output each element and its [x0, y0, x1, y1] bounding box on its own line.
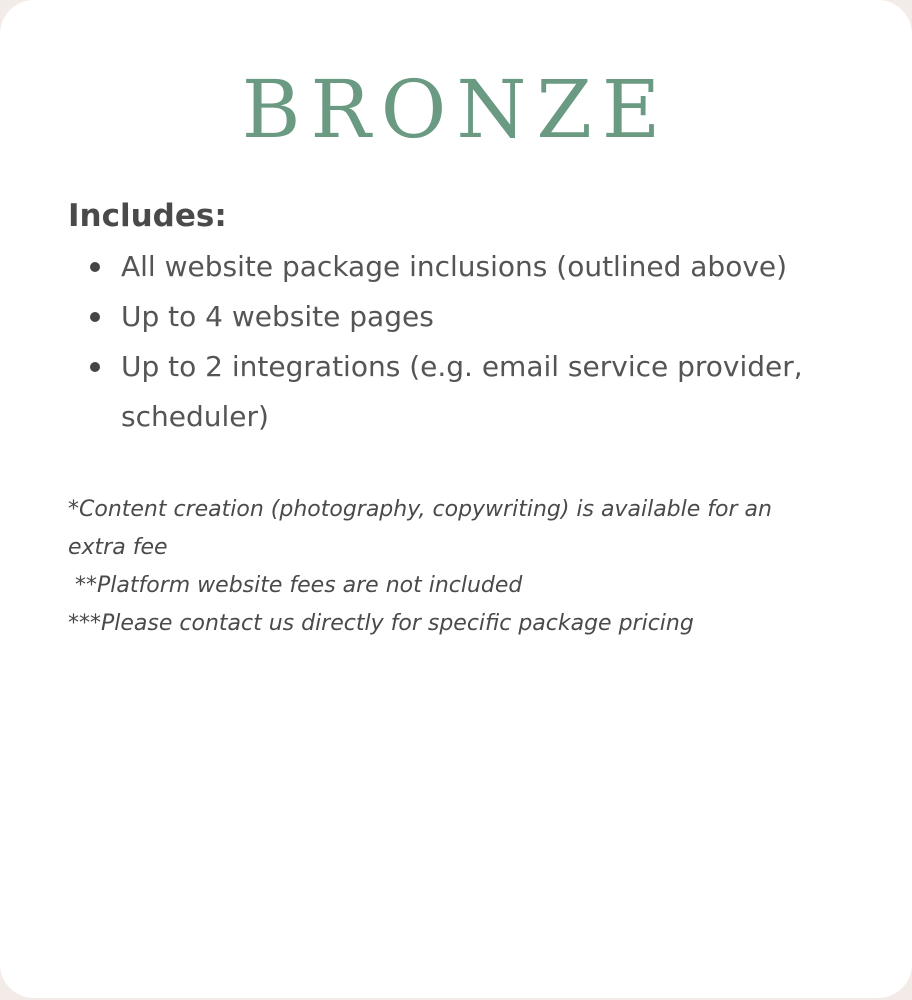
inclusion-item [121, 292, 881, 342]
footnote-content-creation: *Content creation (photography, copywriting) is available for an extra fee [68, 497, 779, 560]
inclusion-text: Up to 4 website pages [121, 300, 434, 333]
inclusion-text: All website package inclusions (outlined above) [121, 250, 788, 283]
bullet-icon [90, 312, 100, 322]
inclusion-item [121, 342, 881, 442]
package-title: BRONZE [241, 63, 671, 156]
footnote-pricing-contact: ***Please contact us directly for specific package pricing [68, 611, 694, 636]
footnote-platform-fees: **Platform website fees are not included [68, 573, 523, 598]
inclusion-item [121, 242, 881, 292]
footnotes [68, 491, 828, 643]
includes-heading: Includes: [68, 198, 227, 234]
inclusions-list [68, 242, 881, 442]
inclusion-text: Up to 2 integrations (e.g. email service provider, scheduler) [121, 350, 803, 433]
bullet-icon [90, 262, 100, 272]
bullet-icon [90, 362, 100, 372]
